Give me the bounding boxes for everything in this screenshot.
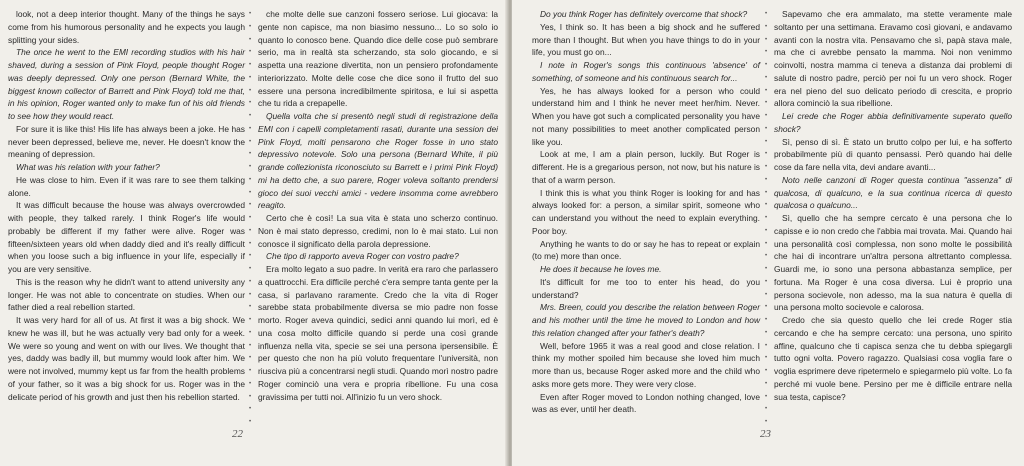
question-paragraph: Noto nelle canzoni di Roger questa continua "assenza" di qualcosa, di qualcuno, e la sua continua ricerca di questo qualcosa o qualcuno... <box>774 174 1012 211</box>
answer-paragraph: It was difficult because the house was always overcrowded with people, they talked rarely. I think Roger's life would probably be different if my father were alive. Roger was fifteen/sixteen years old when daddy died and it's really difficult when you loose such a big influence in your life, especially if you are very sensitive. <box>8 200 245 274</box>
answer-paragraph: Sì, penso di sì. È stato un brutto colpo per lui, e ha sofferto probabilmente più di quanto pensassi. Però quando hai delle cose da fare nella vita, devi andare avanti... <box>774 136 1012 172</box>
answer-paragraph: I think this is what you think Roger is looking for and has always looked for: a person, a similar spirit, someone who can understand you without the need to explain everything. Poor boy. <box>532 187 760 236</box>
question-paragraph: I note in Roger's songs this continuous 'absence' of something, of someone and his continuous search for... <box>532 60 760 83</box>
page-number: 23 <box>760 428 771 440</box>
question-paragraph: What was his relation with your father? <box>16 162 160 172</box>
left-page <box>0 0 508 466</box>
question-paragraph: Quella volta che si presentò negli studi di registrazione della EMI con i capelli completamenti rasati, durante una session dei Pink Floyd, molti pensarono che Roger fosse in uno stato depressivo notevole. Solo una persona (Bernard White, il più grande collezionista riconosciuto su Barrett e i primi Pink Floyd) mi ha detto che, a suo parere, Roger voleva soltanto prendersi gioco dei suoi vecchi amici - vedere insomma come avrebbero reagito. <box>258 111 498 211</box>
answer-paragraph: Credo che sia questo quello che lei crede Roger stia cercando e che ha sempre cercato: una persona, uno spirito affine, qualcuno che ti capisca senza che tu debba spiegargli tutto ogni volta. Povero ragazzo. Qualsiasi cosa voglia fare o voglia esprimere deve ripetermelo e spiegarmelo più volte. Lo fa perché mi vuole bene. Persino per me è difficile entrare nella sua testa, capisce? <box>774 315 1012 402</box>
english-column <box>532 8 760 416</box>
answer-paragraph: It's difficult for me too to enter his head, do you understand? <box>532 276 760 300</box>
question-paragraph: He does it because he loves me. <box>540 264 662 274</box>
english-column <box>8 8 245 403</box>
column-divider: • • • • • • • • • • • • • • • • • • • • • • • • • • • • • • • • • <box>765 11 768 425</box>
answer-paragraph: This is the reason why he didn't want to attend university any longer. He was not able to concentrate on studies. When our father died a real rebellion started. <box>8 276 245 313</box>
answer-paragraph: Yes, I think so. It has been a big shock and he suffered more than I thought. But when you have things to do in your life, you must go on... <box>532 21 760 58</box>
answer-paragraph: Sapevamo che era ammalato, ma stette veramente male soltanto per una settimana. Eravamo così giovani, e andavamo avanti con la nostra vita. Pensavamo che sì, papà stava male, ma che ci avrebbe pensato la mamma. Noi non venimmo coinvolti, nostra mamma ci teneva a distanza dai problemi di salute di nostro padre, perciò per noi fu un vero shock. Roger era nel pieno del suo delicato periodo di crescita, e proprio allora cominciò la sua ribellione. <box>774 9 1012 109</box>
column-divider: • • • • • • • • • • • • • • • • • • • • • • • • • • • • • • • • • <box>249 11 252 425</box>
answer-paragraph: Yes, he has always looked for a person who could understand him and I think he never meet her/him. Never. When you have got such a complicated personality you have not many possibilities to meet another complicated person like you. <box>532 85 760 147</box>
answer-paragraph: He was close to him. Even if it was rare to see them talking alone. <box>8 174 245 198</box>
answer-paragraph: Even after Roger moved to London nothing changed, love was as ever, until her death. <box>532 391 760 415</box>
answer-paragraph: look, not a deep interior thought. Many of the things he says come from his humorous personality and he expects you laugh splitting your sides. <box>8 9 245 45</box>
answer-paragraph: It was very hard for all of us. At first it was a big shock. We knew he was ill, but he was actually very bad only for a week. We were so young and went on with our lives. We thought that yes, daddy was badly ill, but mummy would look after him. We were not involved, mummy kept us far from the health problems of your father, so it was a big shock for us. Roger was in the delicate period of his growth and just then his rebellion started. <box>8 315 245 402</box>
question-paragraph: The once he went to the EMI recording studios with his hair shaved, during a session of Pink Floyd, people thought Roger was deeply depressed. Only one person (Bernard White, the biggest known collector of Barrett and Pink Floyd) told me that, in his opinion, Roger wanted only to make fun of his old friends to see how they would react. <box>8 47 245 121</box>
answer-paragraph: For sure it is like this! His life has always been a joke. He has never been depressed, believe me, never. He doesn't know the meaning of depression. <box>8 123 245 160</box>
question-paragraph: Che tipo di rapporto aveva Roger con vostro padre? <box>266 251 459 262</box>
answer-paragraph: Certo che è così! La sua vita è stata uno scherzo continuo. Non è mai stato depresso, credimi, non lo è mai stato. Lui non conosce il significato della parola depressione. <box>258 213 498 249</box>
answer-paragraph: Anything he wants to do or say he has to repeat or explain (to me) more than once. <box>532 238 760 262</box>
answer-paragraph: che molte delle sue canzoni fossero seriose. Lui giocava: la gente non capisce, ma non biasimo nessuno... Lo so solo io quanto lo conosco bene. Quando dice delle cose può sembrare serio, ma in realtà sta scherzando, sta solo giocando, e si aspetta una reazione divertita, non un pensiero profondamente interiorizzato. Molte delle cose che dice sono il frutto del suo essere una persona incredibilmente spiritosa, e lui si aspetta che tu rida a crepapelle. <box>258 9 498 109</box>
answer-paragraph: Era molto legato a suo padre. In verità era raro che parlassero a quattrocchi. Era difficile perché c'era sempre tanta gente per la casa, si parlavano raramente. Credo che la vita di Roger sarebbe stata probabilmente diversa se mio padre non fosse morto. Roger aveva quindici, sedici anni quando lui morì, ed è una cosa molto difficile quando si perde una così grande influenza nella vita, specie se sei una persona ipersensibile. È per questo che non ha più voluto frequentare l'università, non riusciva più a concentrarsi negli studi. Quando morì nostro padre Roger cominciò una vera e propria ribellione. Fu una cosa gravissima per tutti noi. All'inizio fu un vero shock. <box>258 264 498 402</box>
question-paragraph: Mrs. Breen, could you describe the relation between Roger and his mother until the time he moved to London and how this relation changed after your father's death? <box>532 302 760 338</box>
question-paragraph: Do you think Roger has definitely overcome that shock? <box>540 9 748 19</box>
italian-column <box>258 8 498 403</box>
answer-paragraph: Sì, quello che ha sempre cercato è una persona che lo capisse e io non credo che l'abbia mai trovata. Mai. Quando hai una personalità così complessa, non sono molte le possibilità che hai di incontrare un'altra persona altrettanto complessa. Guardi me, io sono una persona abbastanza semplice, per fortuna. Ma Roger è una cosa diversa. Lui è proprio una persona socievole, non adesso, ma la sua natura è quella di una persona molto socievole e calorosa. <box>774 213 1012 313</box>
right-page <box>512 0 1024 466</box>
page-number: 22 <box>232 428 243 440</box>
question-paragraph: Lei crede che Roger abbia definitivamente superato quello shock? <box>774 111 1012 134</box>
answer-paragraph: Well, before 1965 it was a real good and close relation. I think my mother spoiled him because she loved him much more than us, because Roger asked more and the child who asks more gets more. They were very close. <box>532 340 760 389</box>
italian-column <box>774 8 1012 403</box>
answer-paragraph: Look at me, I am a plain person, luckily. But Roger is different. He is a gregarious person, not now, but his nature is that of a warm person. <box>532 149 760 185</box>
